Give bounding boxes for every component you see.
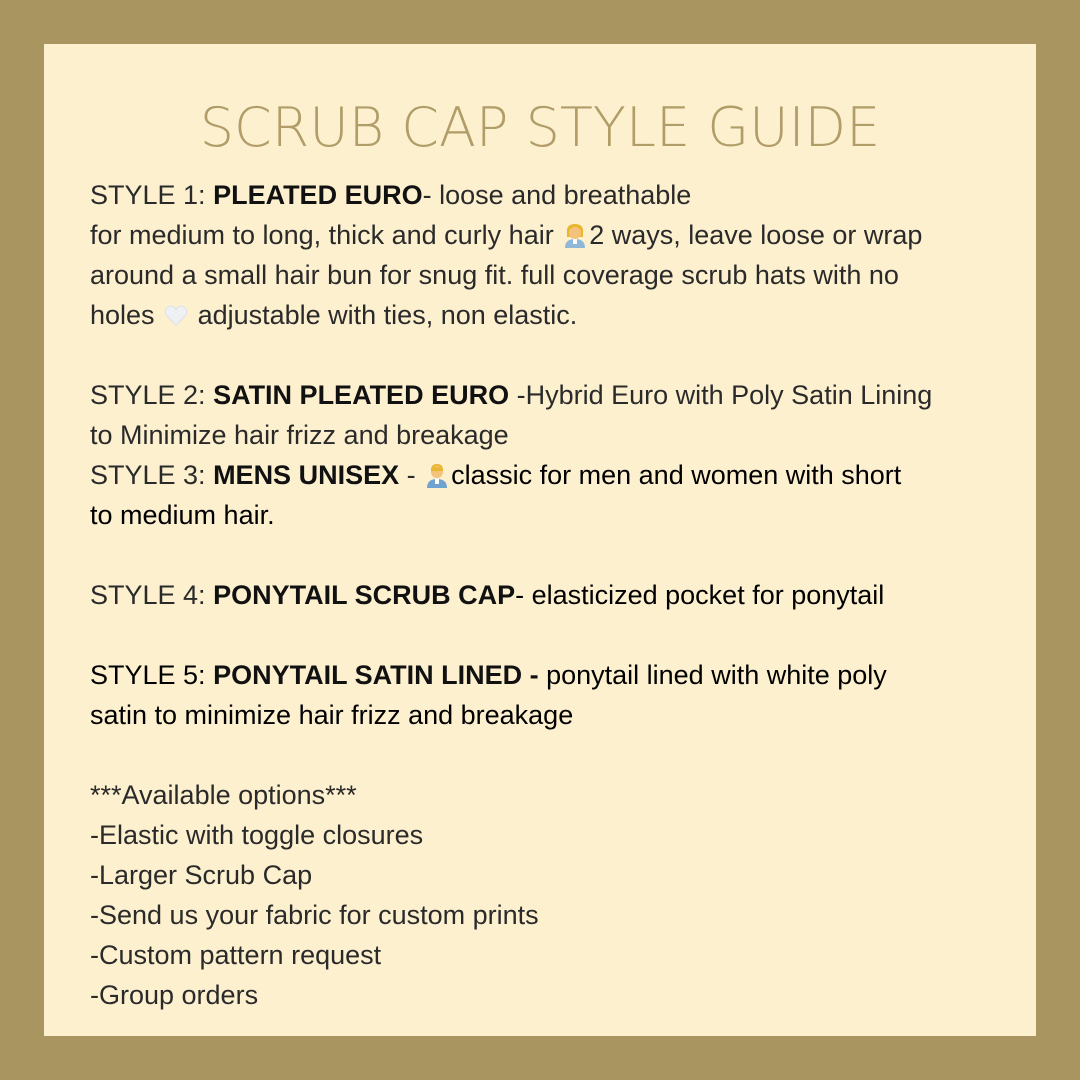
style2-prefix: STYLE 2: — [90, 380, 214, 410]
style1-prefix: STYLE 1: — [90, 180, 214, 210]
style5-desc: ponytail lined with white poly — [538, 660, 887, 690]
style2-text: to Minimize hair frizz and breakage — [90, 420, 509, 450]
woman-health-worker-icon — [563, 219, 587, 245]
style1-line4 — [90, 295, 1010, 335]
style5-line2 — [90, 695, 1010, 735]
style1-text: around a small hair bun for snug fit. full coverage scrub hats with no — [90, 260, 899, 290]
style1-text: holes — [90, 300, 163, 330]
style5-name: PONYTAIL SATIN LINED - — [213, 660, 539, 690]
option-item — [90, 975, 1010, 1015]
options-heading — [90, 775, 1010, 815]
option-text: -Larger Scrub Cap — [90, 860, 313, 890]
option-item — [90, 855, 1010, 895]
style4-desc: - elasticized pocket for ponytail — [515, 580, 885, 610]
style1-name: PLEATED EURO — [213, 180, 423, 210]
style1-line1 — [90, 175, 1010, 215]
option-text: -Send us your fabric for custom prints — [90, 900, 539, 930]
style3-line1 — [90, 455, 1010, 495]
option-item — [90, 815, 1010, 855]
style3-name: MENS UNISEX — [213, 460, 400, 490]
style2-desc: -Hybrid Euro with Poly Satin Lining — [509, 380, 933, 410]
style1-line3 — [90, 255, 1010, 295]
style3-desc: classic for men and women with short — [451, 460, 902, 490]
style1-desc: - loose and breathable — [422, 180, 692, 210]
page-title: SCRUB CAP STYLE GUIDE — [199, 96, 881, 159]
style3-line2 — [90, 495, 1010, 535]
style3-text: to medium hair. — [90, 500, 275, 530]
spacer — [90, 735, 1010, 775]
style1-text: 2 ways, leave loose or wrap — [589, 220, 923, 250]
option-text: -Custom pattern request — [90, 940, 382, 970]
style2-name: SATIN PLEATED EURO — [213, 380, 510, 410]
man-health-worker-icon — [425, 459, 449, 485]
style3-dash: - — [399, 460, 424, 490]
guide-body — [90, 175, 1010, 1015]
option-text: -Elastic with toggle closures — [90, 820, 424, 850]
style5-text: satin to minimize hair frizz and breakage — [90, 700, 574, 730]
style5-prefix: STYLE 5: — [90, 660, 214, 690]
style4-line1 — [90, 575, 1010, 615]
style4-prefix: STYLE 4: — [90, 580, 214, 610]
spacer — [90, 335, 1010, 375]
style3-prefix: STYLE 3: — [90, 460, 214, 490]
white-heart-icon — [164, 299, 188, 325]
style1-text: for medium to long, thick and curly hair — [90, 220, 562, 250]
spacer — [90, 615, 1010, 655]
option-item — [90, 895, 1010, 935]
style1-line2 — [90, 215, 1010, 255]
option-item — [90, 935, 1010, 975]
options-heading-text: ***Available options*** — [90, 780, 357, 810]
style5-line1 — [90, 655, 1010, 695]
style1-text: adjustable with ties, non elastic. — [190, 300, 578, 330]
spacer — [90, 535, 1010, 575]
style2-line1 — [90, 375, 1010, 415]
style2-line2 — [90, 415, 1010, 455]
style4-name: PONYTAIL SCRUB CAP — [213, 580, 516, 610]
option-text: -Group orders — [90, 980, 259, 1010]
